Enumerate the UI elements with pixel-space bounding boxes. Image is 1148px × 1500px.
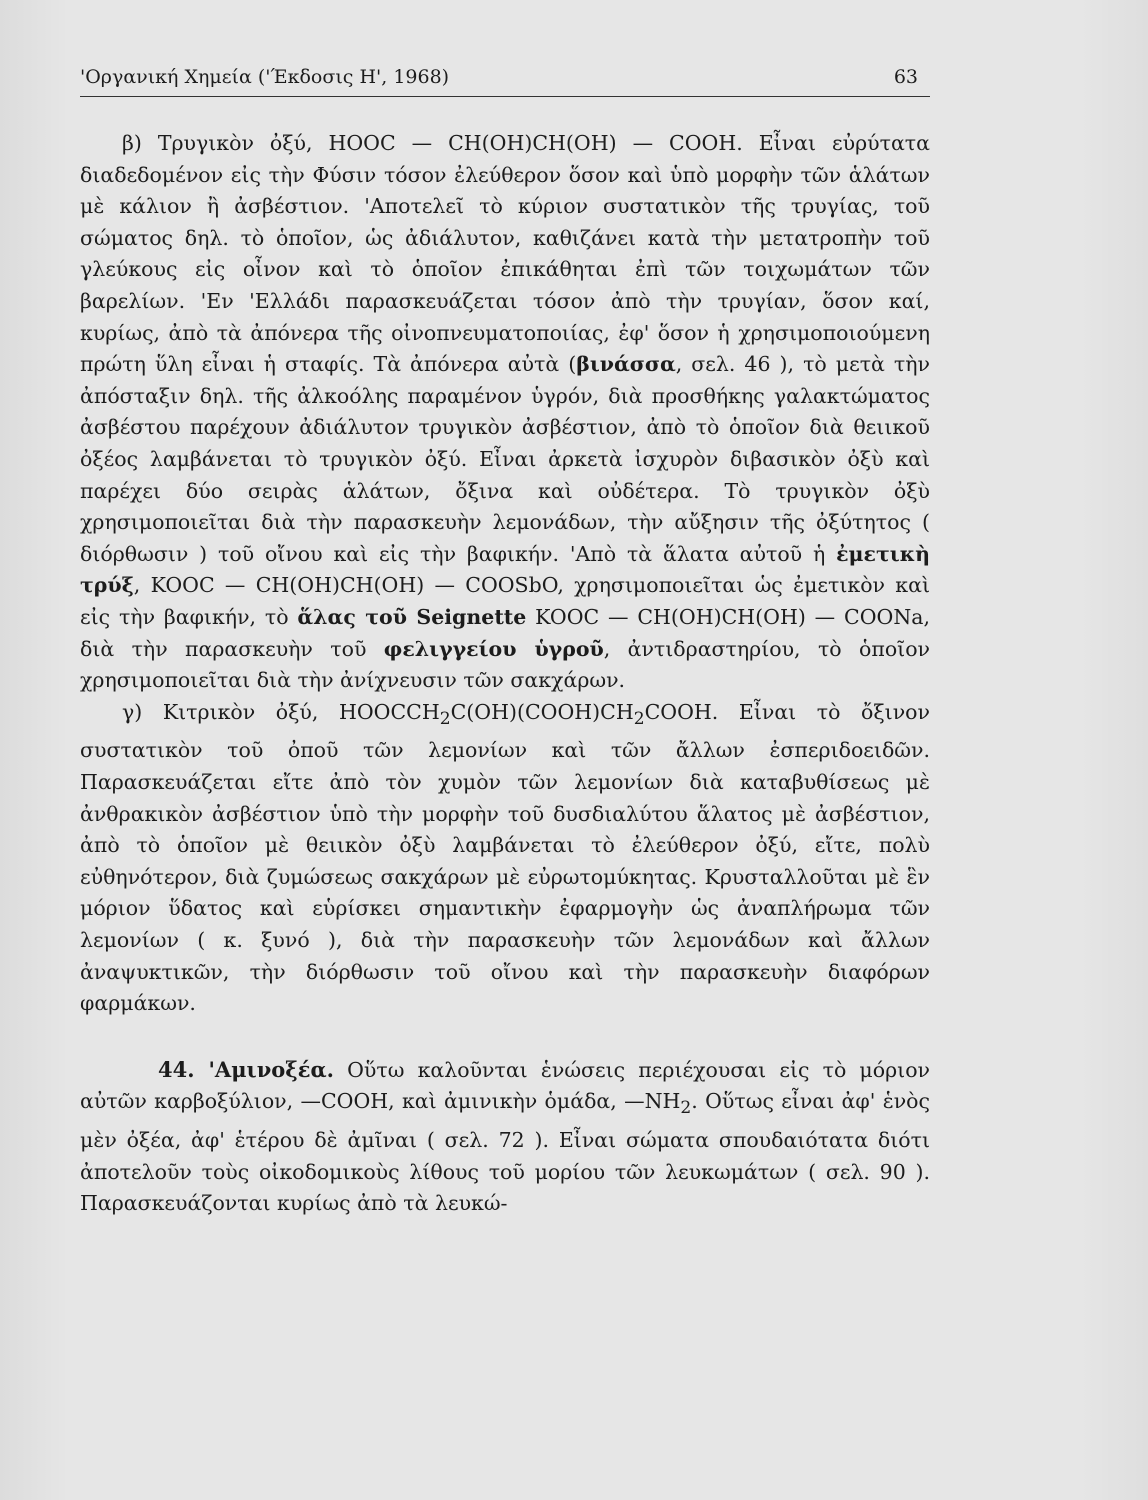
subscript: 2: [680, 1098, 692, 1119]
text-run: , ἀντιδραστηρίου, τὸ ὁποῖον χρησιμοποιεῖται διὰ τὴν ἀνίχνευσιν τῶν σακχάρων.: [80, 636, 930, 693]
page-number: 63: [893, 66, 918, 88]
running-header: [80, 62, 930, 97]
text-run: Οὕτω καλοῦνται ἑνώσεις περιέχουσαι εἰς τὸ μόριον αὐτῶν καρβοξύλιον, —COOH, καὶ ἀμινικὴν ὁμάδα, —NH: [80, 1057, 930, 1114]
term-vinassa: βινάσσα: [576, 352, 676, 377]
term-emetic-tartar: ἐμετικὴ τρύξ: [80, 541, 930, 598]
text-run: C(OH)(COOH)CH: [450, 699, 634, 724]
section-heading: 44. 'Αμινοξέα.: [158, 1056, 334, 1082]
text-run: γ) Κιτρικὸν ὀξύ, HOOCCH: [122, 699, 440, 724]
paragraph-citric-acid: [80, 697, 930, 1020]
paragraph-tartaric-acid: [80, 128, 930, 697]
subscript: 2: [439, 708, 451, 729]
term-fehling-solution: φελιγγείου ὑγροῦ: [383, 636, 604, 661]
text-run: β) Τρυγικὸν ὀξύ, HOOC — CH(OH)CH(OH) — COOH. Εἶναι εὐρύτατα διαδεδομένον εἰς τὴν Φύσιν τόσον ἐλεύθερον ὅσον καὶ ὑπὸ μορφὴν τῶν ἁλάτων μὲ κάλιον ἢ ἀσβέστιον. 'Αποτελεῖ τὸ κύριον συστατικὸν τῆς τρυγίας, τοῦ σώματος δηλ. τὸ ὁποῖον, ὡς ἀδιάλυτον, καθιζάνει κατὰ τὴν μετατροπὴν τοῦ γλεύκους εἰς οἶνον καὶ τὸ ὁποῖον ἐπικάθηται ἐπὶ τῶν τοιχωμάτων τῶν βαρελίων. 'Εν 'Ελλάδι παρασκευάζεται τόσον ἀπὸ τὴν τρυγίαν, ὅσον καί, κυρίως, ἀπὸ τὰ ἀπόνερα τῆς οἰνοπνευματοποιίας, ἐφ' ὅσον ἡ χρησιμοποιούμενη πρώτη ὕλη εἶναι ἡ σταφίς. Τὰ ἀπόνερα αὐτὰ (: [80, 131, 930, 377]
text-run: , σελ. 46 ), τὸ μετὰ τὴν ἀπόσταξιν δηλ. τῆς ἀλκοόλης παραμένον ὑγρόν, διὰ προσθήκης γαλακτώματος ἀσβέστου παρέχουν ἀδιάλυτον τρυγικὸν ἀσβέστιον, ἀπὸ τὸ ὁποῖον διὰ θειικοῦ ὀξέος λαμβάνεται τὸ τρυγικὸν ὀξύ. Εἶναι ἀρκετὰ ἰσχυρὸν διβασικὸν ὀξὺ καὶ παρέχει δύο σειρὰς ἁλάτων, ὄξινα καὶ οὐδέτερα. Τὸ τρυγικὸν ὀξὺ χρησιμοποιεῖται διὰ τὴν παρασκευὴν λεμονάδων, τὴν αὔξησιν τῆς ὀξύτητος ( διόρθωσιν ) τοῦ οἴνου καὶ εἰς τὴν βαφικήν. 'Απὸ τὰ ἅλατα αὐτοῦ ἡ: [80, 352, 930, 566]
text-run: KOOC — CH(OH)CH(OH) — COONa, διὰ τὴν παρασκευὴν τοῦ: [80, 604, 930, 661]
text-run: . Οὕτως εἶναι ἀφ' ἑνὸς μὲν ὀξέα, ἀφ' ἑτέρου δὲ ἀμῖναι ( σελ. 72 ). Εἶναι σώματα σπουδαιότατα διότι ἀποτελοῦν τοὺς οἰκοδομικοὺς λίθους τοῦ μορίου τῶν λευκωμάτων ( σελ. 90 ). Παρασκευάζονται κυρίως ἀπὸ τὰ λευκώ-: [80, 1089, 930, 1216]
section-44-amino-acids: [80, 1054, 930, 1220]
header-title: 'Οργανική Χημεία ('Έκδοσις Η', 1968): [80, 66, 450, 88]
term-seignette-salt: ἅλας τοῦ Seignette: [297, 604, 527, 629]
text-run: COOH. Εἶναι τὸ ὄξινον συστατικὸν τοῦ ὀποῦ τῶν λεμονίων καὶ τῶν ἄλλων ἐσπεριδοειδῶν. Παρασκευάζεται εἴτε ἀπὸ τὸν χυμὸν τῶν λεμονίων διὰ καταβυθίσεως μὲ ἀνθρακικὸν ἀσβέστιον ὑπὸ τὴν μορφὴν τοῦ δυσδιαλύτου ἅλατος μὲ ἀσβέστιον, ἀπὸ τὸ ὁποῖον μὲ θειικὸν ὀξὺ λαμβάνεται τὸ ἐλεύθερον ὀξύ, εἴτε, πολὺ εὐθηνότερον, διὰ ζυμώσεως σακχάρων μὲ εὐρωτομύκητας. Κρυσταλλοῦται μὲ ἓν μόριον ὕδατος καὶ εὑρίσκει σημαντικὴν ἐφαρμογὴν ὡς ἀναπλήρωμα τῶν λεμονίων ( κ. ξυνό ), διὰ τὴν παρασκευὴν τῶν λεμονάδων καὶ ἄλλων ἀναψυκτικῶν, τὴν διόρθωσιν τοῦ οἴνου καὶ τὴν παρασκευὴν διαφόρων φαρμάκων.: [80, 699, 930, 1016]
body-text: [80, 128, 930, 1220]
subscript: 2: [633, 708, 645, 729]
text-run: , KOOC — CH(OH)CH(OH) — COOSbO, χρησιμοποιεῖται ὡς ἐμετικὸν καὶ εἰς τὴν βαφικήν, τὸ: [80, 573, 930, 629]
